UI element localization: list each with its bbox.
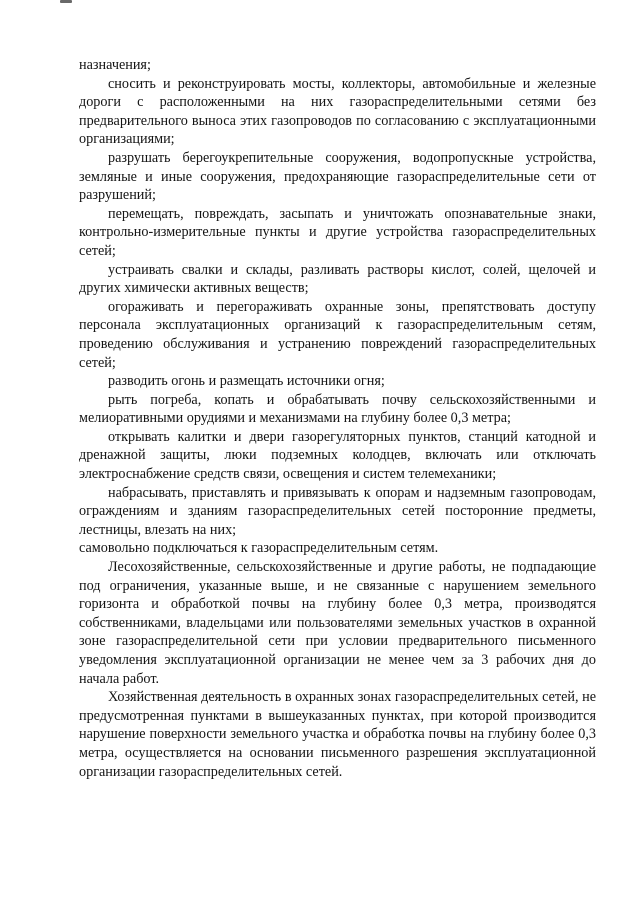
paragraph-dumps-chemicals: устраивать свалки и склады, разливать растворы кислот, солей, щелочей и других химически активных веществ; xyxy=(79,261,596,297)
paragraph-opening-doors: открывать калитки и двери газорегуляторных пунктов, станций катодной и дренажной защиты, люки подземных колодцев, включать или отключать электроснабжение средств связи, освещения и систем телемеханики; xyxy=(79,428,596,483)
paragraph-unauthorized-connection: самовольно подключаться к газораспределительным сетям. xyxy=(79,540,439,557)
paragraph-bridges-roads: сносить и реконструировать мосты, коллекторы, автомобильные и железные дороги с расположенными на них газораспределительными сетями без предварительного выноса этих газопроводов по согласованию с эксплуатационными организациями; xyxy=(79,75,596,148)
paragraph-continuation: назначения; xyxy=(79,57,151,73)
scan-artifact-mark xyxy=(60,0,72,3)
paragraph-shore-structures: разрушать берегоукрепительные сооружения, водопропускные устройства, земляные и иные сооружения, предохраняющие газораспределительные сети от разрушений; xyxy=(79,149,596,204)
document-page xyxy=(79,56,596,781)
paragraph-identification-signs: перемещать, повреждать, засыпать и уничтожать опознавательные знаки, контрольно-измерительные пункты и другие устройства газораспределительных сетей; xyxy=(79,205,596,259)
paragraph-fire-sources: разводить огонь и размещать источники огня; xyxy=(108,373,385,390)
paragraph-foreign-objects: набрасывать, приставлять и привязывать к опорам и надземным газопроводам, ограждениям и зданиям газораспределительных сетей посторонние предметы, лестницы, влезать на них; xyxy=(79,484,596,538)
paragraph-economic-activity: Хозяйственная деятельность в охранных зонах газораспределительных сетей, не предусмотренная пунктами в вышеуказанных пунктах, при которой производится нарушение поверхности земельного участка и обработка почвы на глубину более 0,3 метра, осуществляется на основании письменного разрешения эксплуатационной организации газораспределительных сетей. xyxy=(79,689,596,780)
paragraph-permitted-works: Лесохозяйственные, сельскохозяйственные и другие работы, не подпадающие под ограничения, указанные выше, и не связанные с нарушением земельного горизонта и обработкой почвы на глубину более 0,3 метра, производятся собственниками, владельцами или пользователями земельных участков в охранной зоне газораспределительной сети при условии предварительного письменного уведомления эксплуатационной организации не менее чем за 3 рабочих дня до начала работ. xyxy=(79,559,596,687)
paragraph-digging-soil: рыть погреба, копать и обрабатывать почву сельскохозяйственными и мелиоративными орудиями и механизмами на глубину более 0,3 метра; xyxy=(79,391,596,427)
paragraph-fencing-zones: огораживать и перегораживать охранные зоны, препятствовать доступу персонала эксплуатационных организаций к газораспределительным сетям, проведению обслуживания и устранению повреждений газораспределительных сетей; xyxy=(79,298,596,371)
